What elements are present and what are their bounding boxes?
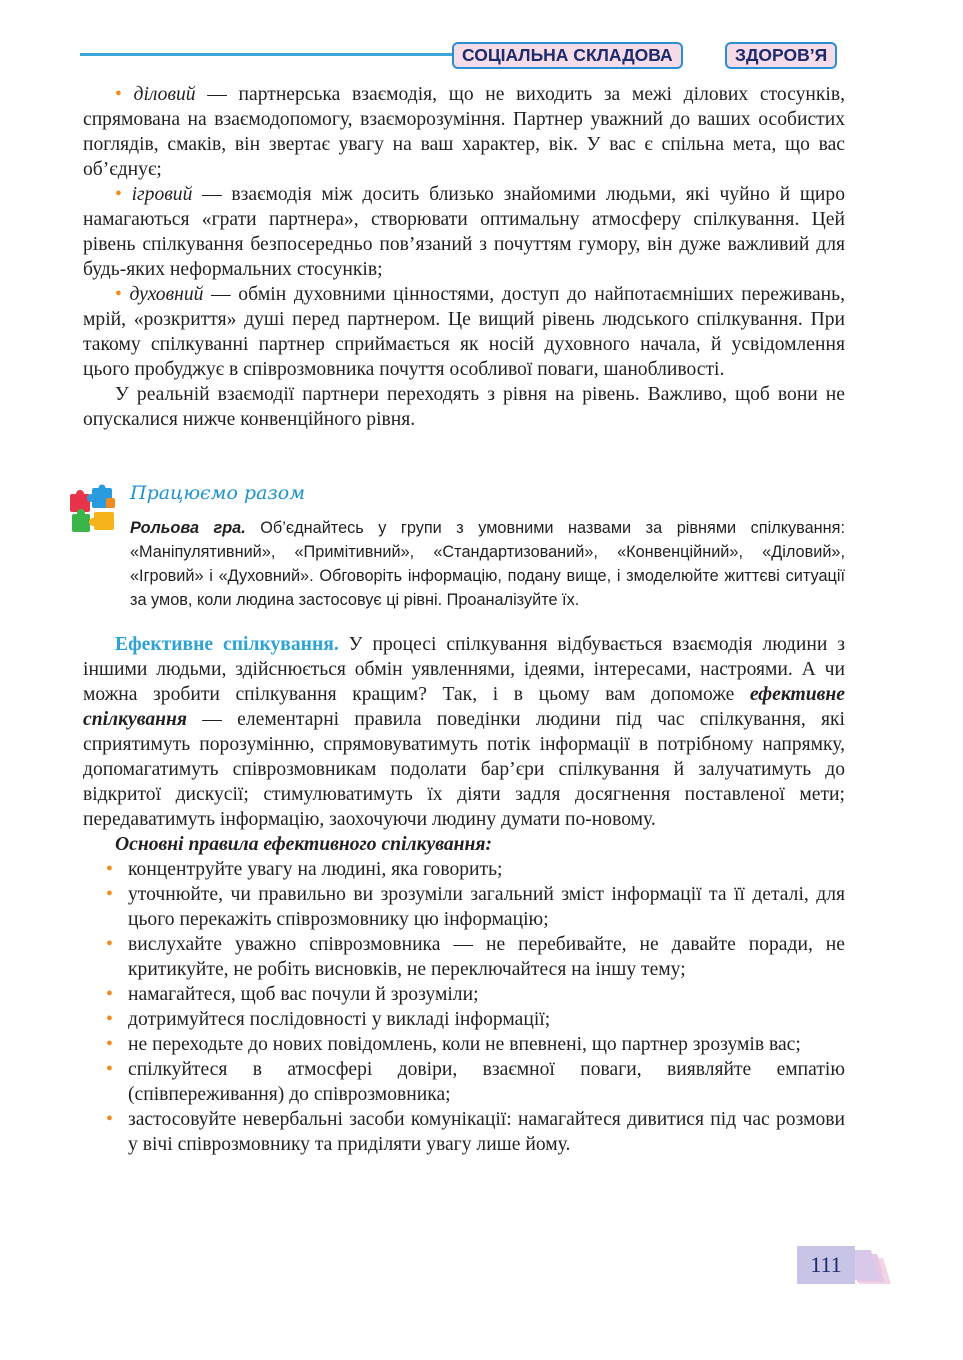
role-play-text: Об’єднайтесь у групи з умовними назвами за рівнями спілкування: «Маніпулятивний», «Примітивний», «Стандартизований», «Конвенційний», «Діловий», «Ігровий» і «Духовний». Обговоріть інформацію, подану вище, і змоделюйте життєві ситуації за умов, коли людина застосовує ці рівні. Проаналізуйте їх. bbox=[130, 519, 845, 609]
group-work-title: Працюємо разом bbox=[130, 482, 305, 504]
level-item bbox=[83, 82, 845, 182]
rules-list bbox=[83, 857, 845, 1157]
list-item: • застосовуйте невербальні засоби комунікації: намагайтеся дивитися під час розмови у вічі співрозмовнику та приділяти увагу лише йому. bbox=[128, 1107, 845, 1157]
chapter-tab: ЗДОРОВ’Я bbox=[725, 42, 837, 69]
group-work-text bbox=[130, 516, 845, 612]
level-item bbox=[83, 282, 845, 382]
levels-conclusion: У реальній взаємодії партнери переходять з рівня на рівень. Важливо, щоб вони не опускалися нижче конвенційного рівня. bbox=[83, 384, 845, 430]
section-heading: Ефективне спілкування. bbox=[115, 634, 339, 655]
list-item: • намагайтеся, щоб вас почули й зрозуміли; bbox=[128, 982, 845, 1007]
bullet-icon: • bbox=[115, 84, 134, 105]
effective-communication bbox=[83, 632, 845, 1157]
list-item: • концентруйте увагу на людині, яка говорить; bbox=[128, 857, 845, 882]
bullet-icon: • bbox=[115, 284, 130, 305]
page-number: 111 bbox=[797, 1246, 855, 1284]
level-text: — партнерська взаємодія, що не виходить за межі ділових стосунків, спрямована на взаємодопомогу, взаєморозуміння. Партнер уважний до ваших особистих поглядів, смаків, він звертає увагу на ваш характер, вік. У вас є спільна мета, що вас об’єднує; bbox=[83, 84, 845, 180]
level-text: — взаємодія між досить близько знайомими людьми, які чуйно й щиро намагаються «грати партнера», створювати оптимальну атмосферу спілкування. Цей рівень спілкування безпосередньо пов’язаний з почуттям гумору, він дуже важливий для будь-яких неформальних стосунків; bbox=[83, 184, 845, 280]
effective-paragraph bbox=[83, 632, 845, 832]
effective-intro: У процесі спілкування відбувається взаємодія людини з іншими людьми, здійснюється обмін уявленнями, ідеями, інтересами, настроями. А чи можна зробити спілкування кращим? Так, і в цьому вам допоможе bbox=[83, 634, 845, 705]
level-item bbox=[83, 182, 845, 282]
list-item: • вислухайте уважно співрозмовника — не перебивайте, не давайте поради, не критикуйте, не робіть висновків, не переключайтеся на іншу тему; bbox=[128, 932, 845, 982]
section-tab: СОЦІАЛЬНА СКЛАДОВА bbox=[452, 42, 683, 69]
list-item: • дотримуйтеся послідовності у викладі інформації; bbox=[128, 1007, 845, 1032]
level-term: ігровий bbox=[131, 184, 193, 205]
effective-term: ефективне спілкування bbox=[83, 684, 845, 730]
list-item: • не переходьте до нових повідомлень, коли не впевнені, що партнер зрозумів вас; bbox=[128, 1032, 845, 1057]
rules-title: Основні правила ефективного спілкування: bbox=[115, 834, 492, 855]
list-item: • уточнюйте, чи правильно ви зрозуміли загальний зміст інформації та її деталі, для цього перекажіть співрозмовнику цю інформацію; bbox=[128, 882, 845, 932]
role-play-label: Рольова гра. bbox=[130, 519, 246, 537]
level-term: діловий bbox=[133, 84, 196, 105]
page-number-tab bbox=[797, 1246, 891, 1286]
list-item: • спілкуйтеся в атмосфері довіри, взаємної поваги, виявляйте емпатію (співпереживання) до співрозмовника; bbox=[128, 1057, 845, 1107]
puzzle-icon bbox=[68, 484, 118, 534]
level-term: духовний bbox=[129, 284, 204, 305]
communication-levels bbox=[83, 82, 845, 432]
bullet-icon: • bbox=[115, 184, 132, 205]
header-rule bbox=[80, 53, 460, 56]
effective-definition: — елементарні правила поведінки людини під час спілкування, які сприятимуть порозумінню, спрямовуватимуть потік інформації в потрібному напрямку, допомагатимуть співрозмовникам подолати бар’єри спілкування й залучатимуть до відкритої дискусії; стимулюватимуть їх діяти задля досягнення поставленої мети; передаватимуть інформацію, заохочуючи людину думати по-новому. bbox=[83, 709, 845, 830]
level-text: — обмін духовними цінностями, доступ до найпотаємніших переживань, мрій, «розкриття» душі перед партнером. Це вищий рівень людського спілкування. При такому спілкуванні партнер сприймається як носій духовного начала, й усвідомлення цього пробуджує в співрозмовника почуття особливої поваги, шанобливості. bbox=[83, 284, 845, 380]
